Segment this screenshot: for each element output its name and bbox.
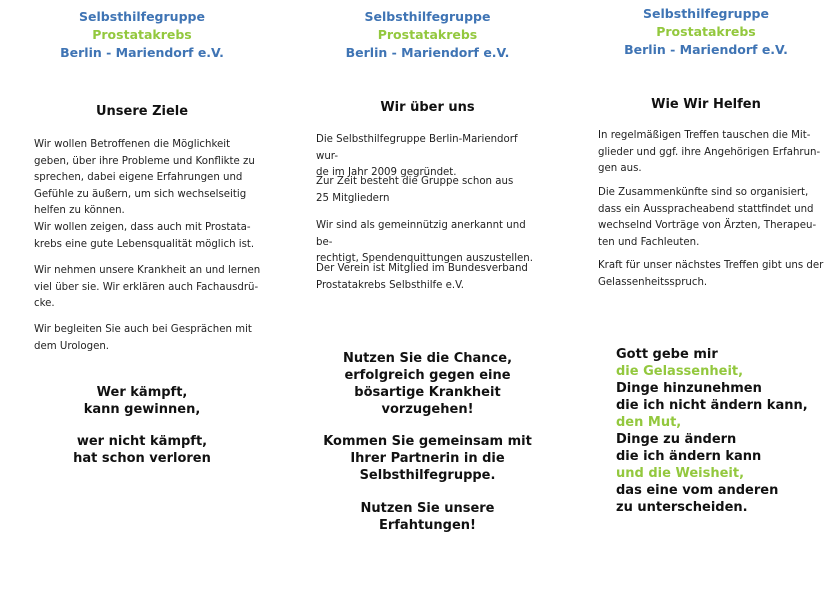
paragraph-3	[598, 258, 823, 291]
text-line: 25 Mitgliedern	[316, 192, 390, 204]
org-header	[586, 5, 826, 59]
section-heading: Unsere Ziele	[95, 104, 189, 119]
text-line: Die Zusammenkünfte sind so organisiert,	[598, 187, 809, 198]
prayer-line: zu unterscheiden.	[616, 500, 748, 515]
text-line: Wir sind als gemeinnützig anerkannt und be-	[316, 220, 526, 248]
text-line: viel über sie. Wir erklären auch Fachausdrü-	[34, 281, 259, 293]
text-line: rechtigt, Spendenquittungen auszustellen.	[316, 253, 533, 264]
text-line: de im Jahr 2009 gegründet.	[316, 167, 457, 178]
prayer-line-highlight: die Gelassenheit,	[616, 364, 744, 379]
text-line: Prostatakrebs Selbsthilfe e.V.	[316, 279, 465, 291]
text-line: glieder und ggf. ihre Angehörigen Erfahrun-	[598, 146, 821, 158]
slogan-line: erfolgreich gegen eine	[344, 368, 511, 383]
paragraph-3	[34, 263, 260, 313]
text-line: helfen zu können.	[34, 205, 125, 216]
text-line: sprechen, dabei eigene Erfahrungen und	[34, 172, 243, 183]
text-line: gen aus.	[598, 163, 642, 174]
slogan-block-1	[300, 350, 555, 418]
paragraph-1	[598, 128, 820, 178]
paragraph-4	[316, 261, 528, 294]
org-name-line3: Berlin - Mariendorf e.V.	[60, 45, 224, 60]
slogan-line: wer nicht kämpft,	[76, 434, 208, 449]
slogan-line: bösartige Krankheit	[354, 385, 501, 400]
text-line: dem Urologen.	[34, 340, 110, 352]
text-line: Die Selbsthilfegruppe Berlin-Mariendorf wur-	[316, 134, 518, 162]
slogan-block-2	[300, 433, 555, 484]
text-line: In regelmäßigen Treffen tauschen die Mit-	[598, 130, 811, 141]
text-line: cke.	[34, 298, 55, 309]
text-line: ten und Fachleuten.	[598, 236, 700, 248]
slogan-line: Kommen Sie gemeinsam mit	[323, 434, 532, 449]
text-line: Der Verein ist Mitglied im Bundesverband	[316, 263, 528, 274]
text-line: Wir wollen Betroffenen die Möglichkeit	[34, 139, 231, 150]
org-name-line1: Selbsthilfegruppe	[79, 9, 205, 24]
org-name-line1: Selbsthilfegruppe	[364, 9, 491, 24]
org-header	[22, 8, 262, 62]
slogan-line: Wer kämpft,	[96, 385, 188, 400]
slogan-block-3	[300, 500, 555, 534]
slogan-line: vorzugehen!	[381, 402, 474, 417]
text-line: Wir wollen zeigen, dass auch mit Prostata-	[34, 222, 251, 233]
slogan-line: Selbsthilfegruppe.	[359, 468, 496, 483]
slogan-line: Erfahtungen!	[378, 518, 476, 533]
prayer-line: Dinge zu ändern	[616, 432, 737, 447]
org-name-line1: Selbsthilfegruppe	[643, 6, 769, 21]
section-heading: Wir über uns	[380, 100, 475, 115]
slogan-line: kann gewinnen,	[83, 402, 201, 417]
prayer-line: die ich ändern kann	[616, 449, 762, 464]
org-name-line2: Prostatakrebs	[656, 24, 756, 39]
text-line: Gefühle zu äußern, um sich wechselseitig	[34, 188, 247, 200]
text-line: geben, über ihre Probleme und Konflikte zu	[34, 155, 255, 167]
slogan-line: Nutzen Sie unsere	[360, 501, 495, 516]
prayer-line-highlight: und die Weisheit,	[616, 466, 745, 481]
slogan-line: Ihrer Partnerin in die	[350, 451, 505, 466]
paragraph-4	[34, 322, 252, 355]
org-name-line2: Prostatakrebs	[377, 27, 478, 42]
serenity-prayer	[616, 346, 808, 516]
panel-unsere-ziele	[22, 0, 262, 609]
prayer-line-highlight: den Mut,	[616, 415, 682, 430]
text-line: Zur Zeit besteht die Gruppe schon aus	[316, 176, 514, 187]
panel-wir-ueber-uns	[300, 0, 540, 609]
org-name-line3: Berlin - Mariendorf e.V.	[624, 42, 788, 57]
slogan-block-1	[22, 384, 262, 418]
text-line: Wir nehmen unsere Krankheit an und lernen	[34, 265, 261, 276]
text-line: krebs eine gute Lebensqualität möglich ist.	[34, 238, 255, 250]
paragraph-1	[34, 137, 255, 220]
text-line: Kraft für unser nächstes Treffen gibt uns der	[598, 260, 824, 271]
slogan-line: Nutzen Sie die Chance,	[342, 351, 513, 366]
org-name-line2: Prostatakrebs	[92, 27, 192, 42]
text-line: dass ein Ausspracheabend stattfindet und	[598, 203, 814, 215]
paragraph-2	[34, 220, 254, 253]
slogan-block-2	[22, 433, 262, 467]
section-heading: Wie Wir Helfen	[651, 97, 761, 112]
panel-wie-wir-helfen	[586, 0, 826, 609]
prayer-line: das eine vom anderen	[616, 483, 779, 498]
prayer-line: Dinge hinzunehmen	[616, 381, 762, 396]
slogan-line: hat schon verloren	[73, 451, 211, 466]
paragraph-2	[598, 185, 816, 251]
paragraph-2	[316, 174, 513, 207]
text-line: Gelassenheitsspruch.	[598, 276, 708, 288]
prayer-line: die ich nicht ändern kann,	[616, 398, 808, 413]
text-line: wechselnd Vorträge von Ärzten, Therapeu-	[598, 220, 817, 231]
org-header	[300, 8, 555, 62]
org-name-line3: Berlin - Mariendorf e.V.	[345, 45, 510, 60]
prayer-line: Gott gebe mir	[616, 347, 718, 362]
text-line: Wir begleiten Sie auch bei Gesprächen mit	[34, 324, 252, 335]
